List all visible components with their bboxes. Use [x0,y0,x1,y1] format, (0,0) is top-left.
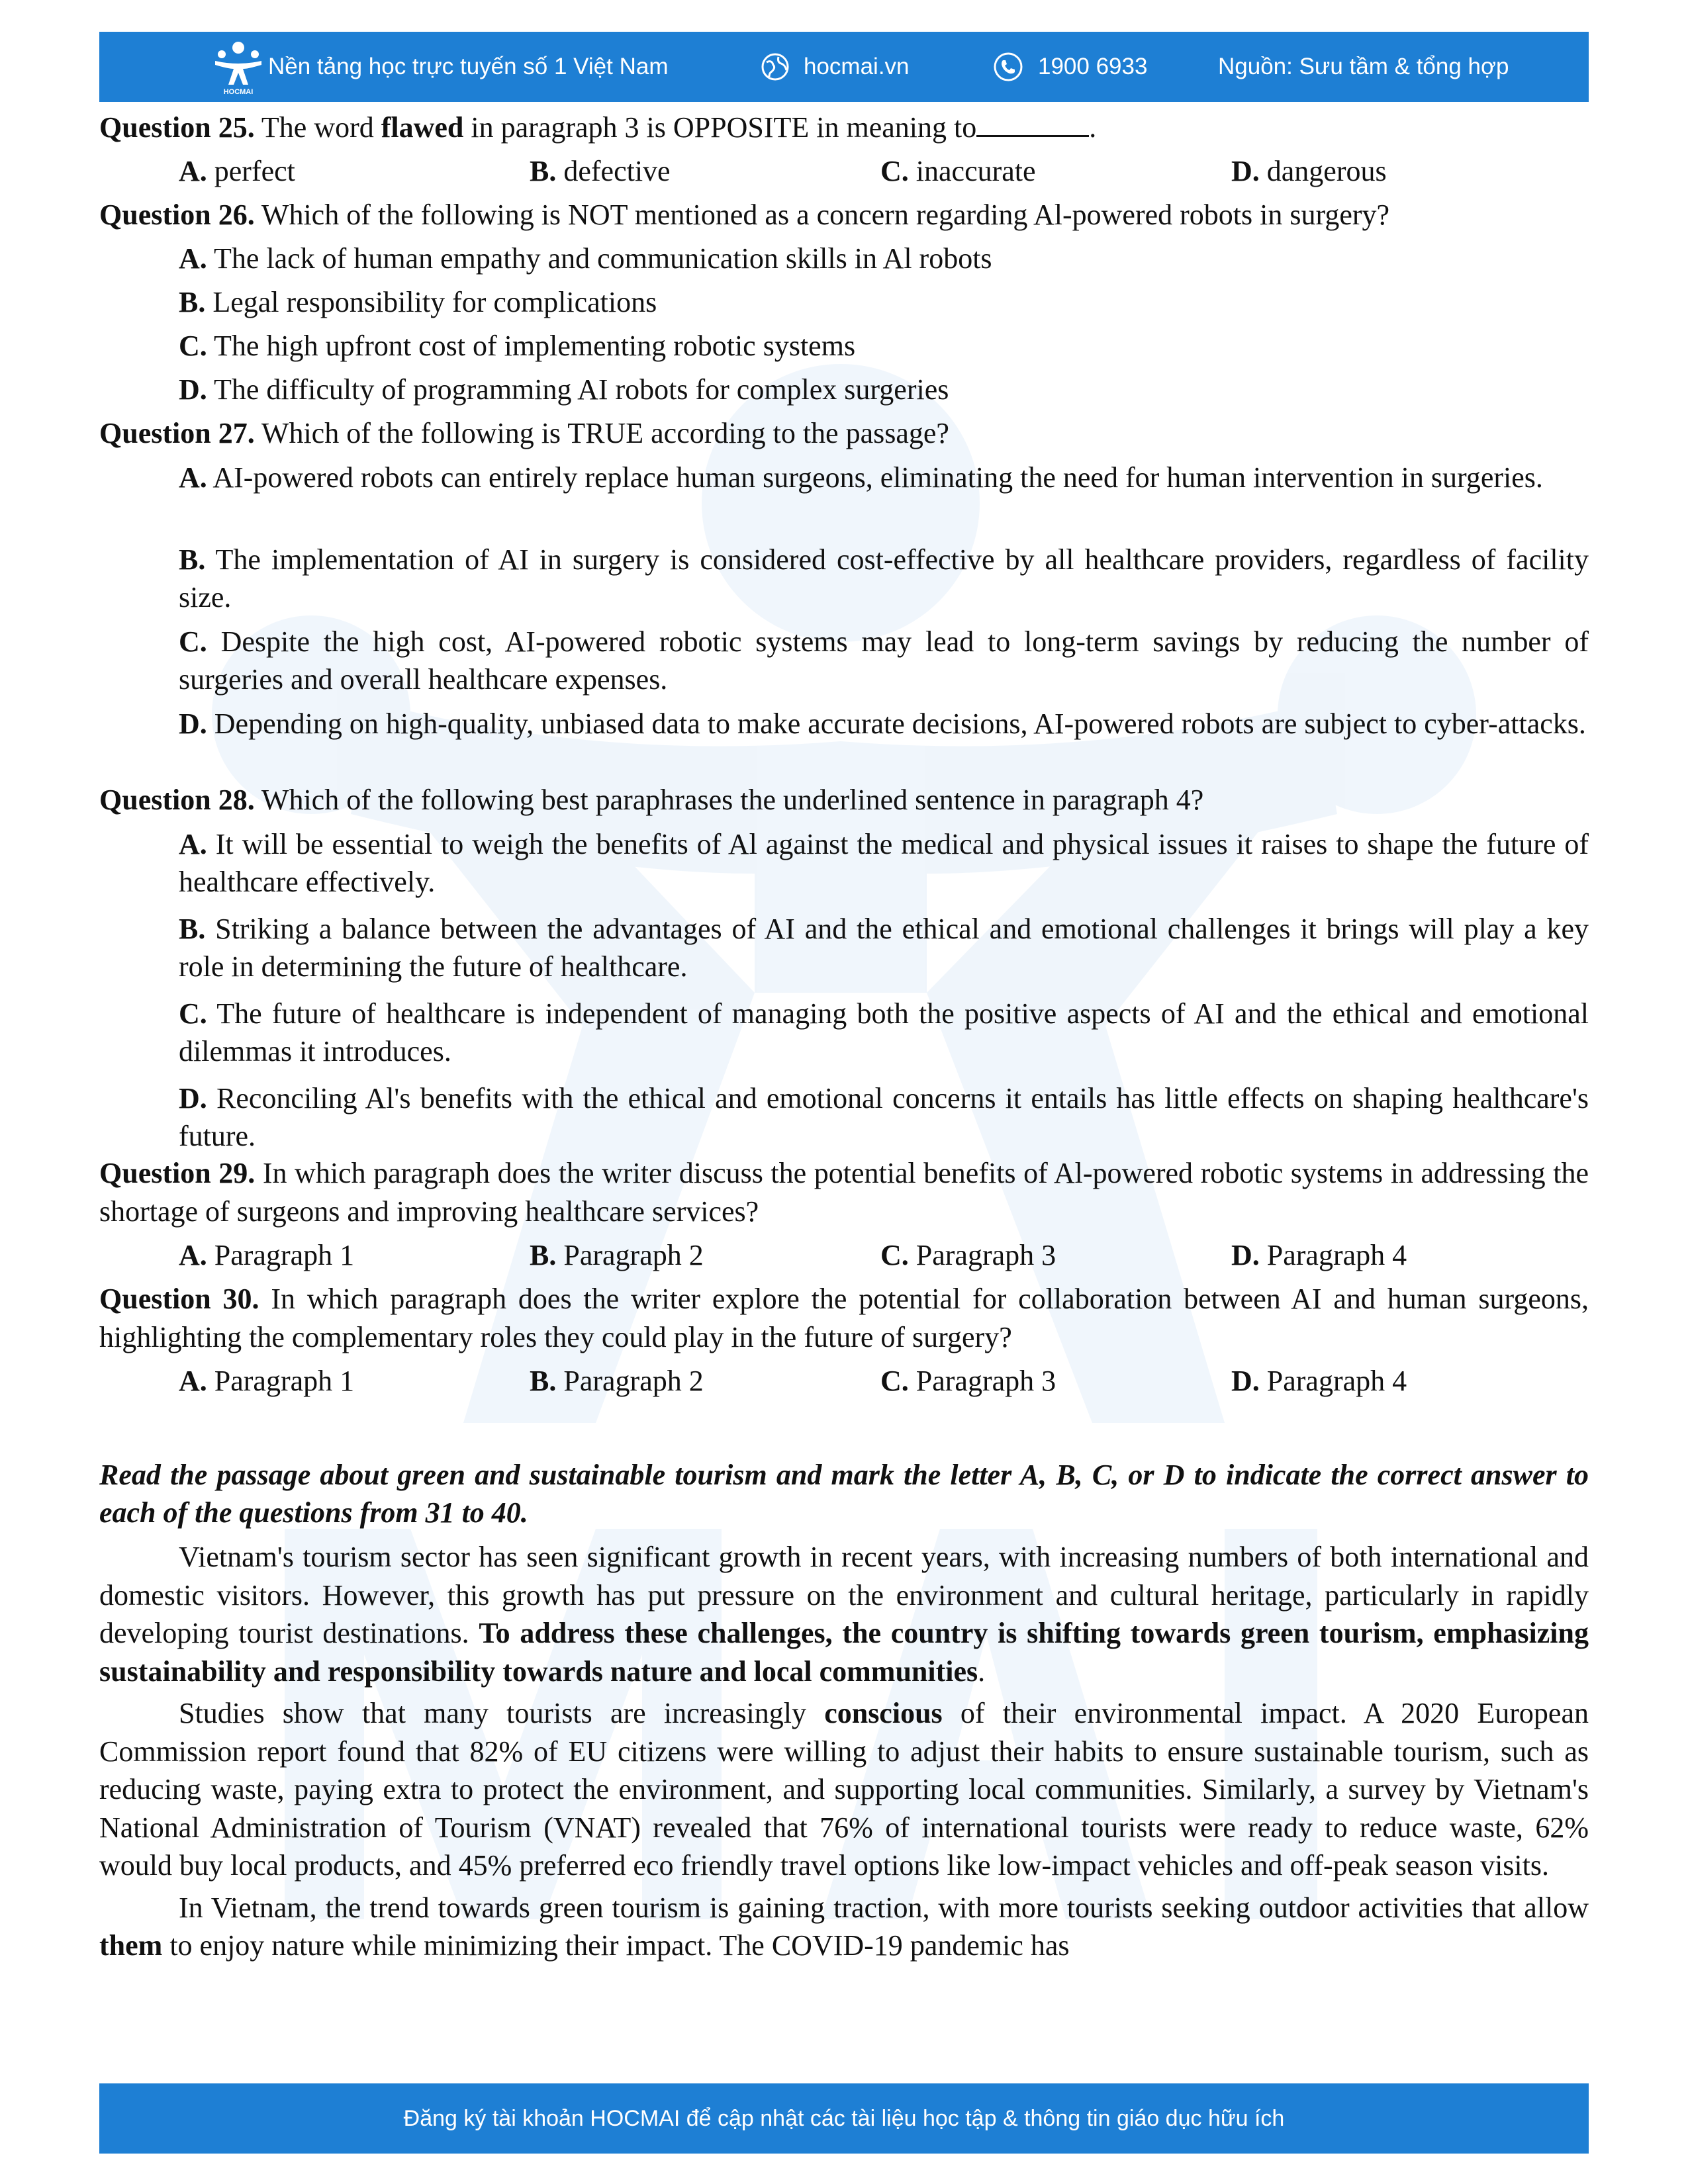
globe-icon [761,53,789,81]
header-phone[interactable] [993,32,1147,102]
option-a[interactable] [179,1359,354,1403]
paragraph-text: of their environmental impact. A 2020 European Commission report found that 82% of EU citizens were willing to adjust their habits to ensure sustainable tourism, such as reducing waste, paying extra to protect the environment, and supporting local communities. Similarly, a survey by Vietnam's National Administration of Tourism (VNAT) revealed that 76% of international tourists were ready to reduce waste, 62% would buy local products, and 45% preferred eco friendly travel options like low-impact vehicles and off-peak season visits. [99,1697,1589,1882]
header-website-text: hocmai.vn [804,54,910,79]
option-letter: A. [179,828,207,860]
question-26 [99,193,1589,412]
question-27 [99,412,1589,784]
option-text: The difficulty of programming AI robots for complex surgeries [207,373,949,406]
option-text: It will be essential to weigh the benefits of Al against the medical and physical issues it raises to shape the future of healthcare effectively. [179,828,1589,898]
question-26-stem [99,193,1589,237]
question-25-text-after: in paragraph 3 is OPPOSITE in meaning to [463,111,977,144]
header-website[interactable] [761,32,910,102]
option-letter: D. [1231,1365,1260,1397]
option-letter: C. [880,155,909,187]
option-c[interactable] [99,995,1589,1076]
question-28 [99,778,1589,1161]
option-text: Despite the high cost, AI-powered robotic systems may lead to long-term savings by reducing the number of surgeries and overall healthcare expenses. [179,625,1589,696]
option-letter: D. [1231,155,1260,187]
option-text: Paragraph 2 [556,1239,704,1271]
option-letter: C. [880,1239,909,1271]
option-letter: D. [1231,1239,1260,1271]
option-b[interactable] [99,910,1589,991]
footer-bar[interactable] [99,2083,1589,2154]
option-a[interactable] [99,459,1589,537]
option-letter: A. [179,1239,207,1271]
option-text: Paragraph 1 [207,1365,355,1397]
option-a[interactable] [99,237,1589,281]
option-letter: B. [530,1365,557,1397]
option-letter: B. [530,155,557,187]
question-25-label: Question 25. [99,111,255,144]
option-letter: A. [179,242,207,275]
question-27-text: Which of the following is TRUE according to the passage? [254,417,949,449]
option-letter: B. [179,913,206,945]
question-30-stem [99,1277,1589,1359]
reading-instruction [99,1456,1589,1531]
question-26-label: Question 26. [99,199,255,231]
option-a[interactable] [179,1234,354,1277]
highlighted-sentence: To address these challenges, the country is shifting towards green tourism, emphasizing sustainability and responsibility towards nature and local communities [99,1617,1589,1688]
option-letter: D. [179,373,207,406]
option-text: Legal responsibility for complications [205,286,657,318]
option-text: inaccurate [908,155,1036,187]
option-text: Reconciling Al's benefits with the ethical and emotional concerns it entails has little effects on shaping healthcare's future. [179,1082,1589,1152]
question-28-stem [99,778,1589,822]
option-letter: B. [530,1239,557,1271]
option-b[interactable] [530,1359,704,1403]
header-tagline [268,32,669,102]
question-26-text: Which of the following is NOT mentioned as a concern regarding Al-powered robots in surgery? [254,199,1390,231]
option-d[interactable] [1231,150,1387,193]
option-text: The future of healthcare is independent of managing both the positive aspects of AI and the ethical and emotional dilemmas it introduces. [179,997,1589,1068]
question-29-label: Question 29. [99,1157,256,1189]
option-letter: A. [179,1365,207,1397]
hocmai-logo-text: HOCMAI [223,88,254,96]
answer-blank [976,111,1089,137]
question-29-stem [99,1152,1589,1234]
question-28-text: Which of the following best paraphrases the underlined sentence in paragraph 4? [254,784,1204,816]
option-c[interactable] [99,324,1589,368]
option-letter: A. [179,461,207,494]
option-text: The high upfront cost of implementing robotic systems [207,330,856,362]
option-text: Paragraph 3 [908,1365,1056,1397]
hocmai-logo-icon [209,37,268,97]
paragraph-text: Vietnam's tourism sector has seen significant growth in recent years, with increasing numbers of both international and domestic visitors. However, this growth has put pressure on the environment and cultural heritage, particularly in rapidly developing tourist destinations. [99,1541,1589,1649]
instruction-text: Read the passage about green and sustainable tourism and mark the letter A, B, C, or D to indicate the correct answer to each of the questions from 31 to 40. [99,1459,1589,1529]
option-text: perfect [207,155,295,187]
option-d[interactable] [99,1079,1589,1161]
option-letter: C. [179,997,207,1030]
option-letter: C. [179,330,207,362]
option-a[interactable] [99,825,1589,907]
question-28-label: Question 28. [99,784,255,816]
option-text: dangerous [1259,155,1387,187]
option-a[interactable] [179,150,295,193]
option-b[interactable] [530,1234,704,1277]
option-letter: A. [179,155,207,187]
option-c[interactable] [880,1234,1056,1277]
question-30-options [99,1359,1589,1403]
option-letter: B. [179,286,206,318]
header-phone-text: 1900 6933 [1038,54,1148,79]
question-25-text-before: The word [254,111,381,144]
question-25-end: . [1089,111,1097,144]
header-source-text: Nguồn: Sưu tầm & tổng hợp [1218,54,1509,79]
option-letter: C. [880,1365,909,1397]
option-c[interactable] [99,623,1589,702]
option-text: The implementation of AI in surgery is considered cost-effective by all healthcare providers, regardless of facility size. [179,543,1589,614]
option-text: Paragraph 4 [1259,1365,1407,1397]
option-c[interactable] [880,150,1036,193]
option-text: AI-powered robots can entirely replace human surgeons, eliminating the need for human intervention in surgeries. [207,461,1543,494]
paragraph-text: In Vietnam, the trend towards green tourism is gaining traction, with more tourists seeking outdoor activities that allow [179,1891,1589,1924]
option-b[interactable] [99,541,1589,619]
option-text: defective [556,155,671,187]
header-source [1218,32,1509,102]
question-27-stem [99,412,1589,455]
footer-text: Đăng ký tài khoản HOCMAI để cập nhật các tài liệu học tập & thông tin giáo dục hữu ích [403,2105,1285,2131]
option-letter: D. [179,1082,207,1115]
option-d[interactable] [99,705,1589,784]
question-25-options [99,150,1589,193]
option-b[interactable] [99,281,1589,324]
option-text: Depending on high-quality, unbiased data to make accurate decisions, AI-powered robots are subject to cyber-attacks. [207,707,1586,740]
option-text: Paragraph 4 [1259,1239,1407,1271]
question-25 [99,106,1589,193]
option-c[interactable] [880,1359,1056,1403]
question-29-text: In which paragraph does the writer discuss the potential benefits of Al-powered robotic systems in addressing the shortage of surgeons and improving healthcare services? [99,1157,1589,1228]
header-tagline-text: Nền tảng học trực tuyến số 1 Việt Nam [268,54,669,79]
question-30 [99,1277,1589,1403]
option-text: Paragraph 2 [556,1365,704,1397]
question-27-label: Question 27. [99,417,255,449]
passage-paragraph-3 [99,1889,1589,1965]
option-text: Paragraph 1 [207,1239,355,1271]
question-25-stem [99,106,1589,150]
option-letter: C. [179,625,207,658]
passage-paragraph-1 [99,1538,1589,1690]
paragraph-text: . [978,1655,986,1688]
option-letter: D. [179,707,207,740]
option-letter: B. [179,543,206,576]
option-text: The lack of human empathy and communication skills in Al robots [207,242,992,275]
question-29 [99,1152,1589,1277]
option-text: Paragraph 3 [908,1239,1056,1271]
option-text: Striking a balance between the advantages of AI and the ethical and emotional challenges it brings will play a key role in determining the future of healthcare. [179,913,1589,983]
option-d[interactable] [1231,1234,1407,1277]
question-30-text: In which paragraph does the writer explore the potential for collaboration between AI and human surgeons, highlighting the complementary roles they could play in the future of surgery? [99,1283,1589,1353]
question-30-label: Question 30. [99,1283,259,1315]
phone-icon [993,52,1023,82]
paragraph-text: Studies show that many tourists are increasingly [179,1697,825,1729]
header-bar [99,32,1589,102]
option-d[interactable] [1231,1359,1407,1403]
highlighted-word: conscious [824,1697,943,1729]
question-25-keyword: flawed [381,111,464,144]
question-29-options [99,1234,1589,1277]
highlighted-word: them [99,1929,163,1962]
reading-passage [99,1534,1589,1965]
passage-paragraph-2 [99,1694,1589,1885]
option-d[interactable] [99,368,1589,412]
paragraph-text: to enjoy nature while minimizing their impact. The COVID-19 pandemic has [162,1929,1070,1962]
option-b[interactable] [530,150,671,193]
